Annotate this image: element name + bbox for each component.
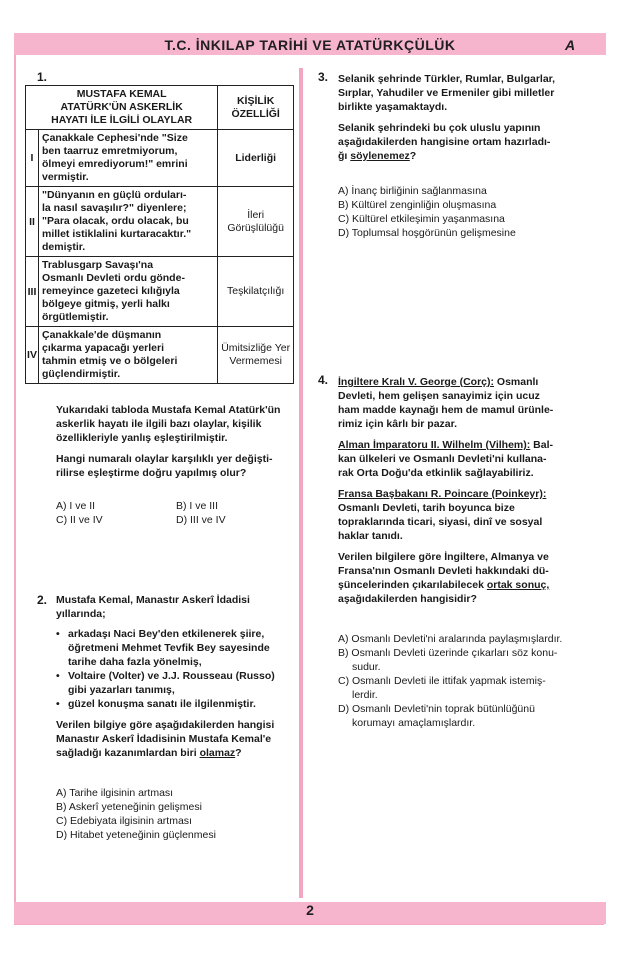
q2-bullets [56, 627, 296, 711]
q2-number: 2. [37, 593, 48, 607]
text-span: sağladığı kazanımlardan biri [56, 747, 197, 759]
text-line: Fransa'nın Osmanlı Devleti hakkındaki dü- [338, 565, 549, 577]
header-line: HAYATI İLE İLGİLİ OLAYLAR [51, 114, 193, 126]
cell-line: la nasıl savaşılır?" diyenlere; [42, 202, 187, 214]
text-line: aşağıdakilerden hangisine ortam hazırladı- [338, 136, 551, 148]
cell-line: remeyince gazeteci kılığıyla [42, 285, 180, 297]
event-cell [39, 327, 218, 384]
text-line [338, 375, 588, 389]
text-line: lerdir. [352, 689, 378, 701]
table-header-row [26, 86, 294, 130]
row-number: II [26, 187, 39, 257]
text-line: aşağıdakilerden hangisidir? [338, 593, 477, 605]
text-line: Verilen bilgiye göre aşağıdakilerden hangisi [56, 719, 275, 731]
header-line: ÖZELLİĞİ [231, 107, 280, 120]
negation-word: olamaz [199, 747, 236, 759]
cell-line: Liderliği [235, 151, 277, 164]
row-number: I [26, 130, 39, 187]
text-line [56, 746, 296, 760]
text-line: rak Orta Doğu'da etkinlik sağlayabiliriz. [338, 467, 534, 479]
event-cell [39, 257, 218, 327]
cell-line: vermiştir. [42, 171, 89, 183]
q1-number: 1. [37, 70, 48, 84]
text-span: şüncelerinden çıkarılabilecek [338, 579, 484, 591]
option-d[interactable] [338, 702, 588, 730]
option-b[interactable]: B) I ve III [176, 500, 219, 512]
text-line: B) Osmanlı Devleti üzerinde çıkarları söz konu- [338, 647, 558, 659]
option-b[interactable]: B) Askerî yeteneğinin gelişmesi [56, 801, 202, 813]
option-d[interactable]: D) Toplumsal hoşgörünün gelişmesine [338, 227, 516, 239]
cell-line: Ümitsizliğe Yer [221, 342, 291, 354]
table-row [26, 187, 294, 257]
text-line [338, 438, 588, 452]
cell-line: ben taarruz emretmiyorum, [42, 145, 178, 157]
text-line: topraklarında ticari, siyasi, dinî ve sosyal [338, 516, 543, 528]
text-line [338, 578, 588, 592]
cell-line: Çanakkale Cephesi'nde "Size [42, 132, 188, 144]
text-line: korumayı amaçlamışlardır. [352, 717, 476, 729]
speaker-name: İngiltere Kralı V. George (Corç): [338, 376, 494, 388]
page-number: 2 [306, 902, 314, 918]
option-a[interactable]: A) I ve II [56, 500, 96, 512]
column-divider [299, 68, 303, 898]
trait-cell [218, 130, 294, 187]
text-line: Selanik şehrindeki bu çok uluslu yapının [338, 122, 541, 134]
cell-line: Teşkilatçılığı [227, 285, 285, 297]
speaker-name: Fransa Başbakanı R. Poincare (Poinkeyr): [338, 488, 547, 500]
page-title: T.C. İNKILAP TARİHİ VE ATATÜRKÇÜLÜK [164, 37, 456, 53]
row-number: III [26, 257, 39, 327]
q4-number: 4. [318, 373, 329, 387]
q3-options [338, 184, 583, 240]
text-line: • Voltaire (Volter) ve J.J. Rousseau (Russo) [68, 670, 275, 682]
trait-cell [218, 257, 294, 327]
cell-line: Görüşlülüğü [227, 221, 284, 234]
speaker-name: Alman İmparatoru II. Wilhelm (Vilhem): [338, 439, 531, 451]
cell-line: Trablusgarp Savaşı'na [42, 259, 154, 271]
cell-line: bölgeye gitmiş, yerli halkı [42, 298, 170, 310]
option-a[interactable]: A) İnanç birliğinin sağlanmasına [338, 185, 487, 197]
text-line: yıllarında; [56, 608, 106, 620]
text-line: Devleti, hem gelişen sanayimiz için ucuz [338, 390, 540, 402]
text-line: gibi yazarları tanımış, [68, 684, 175, 696]
text-span: Osmanlı [493, 376, 539, 388]
text-line: D) Osmanlı Devleti'nin toprak bütünlüğünü [338, 703, 535, 715]
text-line: C) Osmanlı Devleti ile ittifak yapmak istemiş- [338, 675, 546, 687]
option-c[interactable]: C) Edebiyata ilgisinin artması [56, 815, 192, 827]
text-line: öğretmeni Mehmet Tevfik Bey sayesinde [68, 642, 270, 654]
text-line: Hangi numaralı olaylar karşılıklı yer değişti- [56, 453, 273, 465]
q1-stem [56, 403, 296, 480]
text-line: Sırplar, Yahudiler ve Ermeniler gibi milletler [338, 87, 555, 99]
option-b[interactable] [338, 646, 588, 674]
text-line: Yukarıdaki tabloda Mustafa Kemal Atatürk'ün [56, 404, 281, 416]
trait-cell [218, 187, 294, 257]
text-line: ham madde kaynağı hem de mamul ürünle- [338, 404, 554, 416]
q2-options [56, 786, 296, 842]
cell-line: İleri [247, 208, 265, 221]
cell-line: millet istiklalini kurtaracaktır." [42, 228, 192, 240]
q4-body [338, 375, 588, 606]
trait-column-header [218, 86, 294, 130]
text-line: A) Osmanlı Devleti'ni aralarında paylaşmışlardır. [338, 633, 563, 645]
text-line: • güzel konuşma sanatı ile ilgilenmiştir. [68, 698, 256, 710]
text-line: Osmanlı Devleti, tarih boyunca bize [338, 502, 515, 514]
text-span: ğı [338, 150, 348, 162]
list-item [56, 697, 296, 711]
header-line: ATATÜRK'ÜN ASKERLİK [60, 101, 183, 113]
row-number: IV [26, 327, 39, 384]
option-a[interactable]: A) Tarihe ilgisinin artması [56, 787, 174, 799]
list-item [56, 669, 296, 697]
text-line: özellikleriyle yanlış eşleştirilmiştir. [56, 432, 228, 444]
text-span: Bal- [530, 439, 554, 451]
cell-line: "Para olacak, ordu olacak, bu [42, 215, 189, 227]
q4-options [338, 632, 588, 730]
cell-line: örgütlemiştir. [42, 311, 109, 323]
text-line: kan ülkeleri ve Osmanlı Devleti'ni kullana- [338, 453, 547, 465]
text-span: ? [235, 747, 242, 759]
text-span: ? [409, 150, 417, 162]
cell-line: çıkarma yapacağı yerleri [42, 342, 165, 354]
header-line: KİŞİLİK [236, 94, 275, 107]
text-line: birlikte yaşamaktaydı. [338, 101, 448, 113]
option-b[interactable]: B) Kültürel zenginliğin oluşmasına [338, 199, 497, 211]
cell-line: tahmin etmiş ve o bölgeleri [42, 355, 178, 367]
option-c[interactable]: C) Kültürel etkileşimin yaşanmasına [338, 213, 505, 225]
cell-line: Osmanlı Devleti ordu gönde- [42, 272, 185, 284]
cell-line: Vermemesi [229, 355, 282, 367]
event-cell [39, 130, 218, 187]
q3-body [338, 72, 583, 163]
option-c[interactable]: C) II ve IV [56, 514, 103, 526]
text-line [338, 149, 583, 163]
cell-line: ölmeyi emrediyorum!" emrini [42, 158, 188, 170]
cell-line: güçlendirmiştir. [42, 368, 121, 380]
cell-line: demiştir. [42, 241, 86, 253]
key-phrase: ortak sonuç, [486, 579, 550, 591]
header-line: MUSTAFA KEMAL [76, 88, 167, 100]
cell-line: "Dünyanın en güçlü orduları- [42, 189, 187, 201]
trait-cell [218, 327, 294, 384]
text-line: Manastır Askerî İdadisinin Mustafa Kemal'e [56, 733, 272, 745]
text-line: haklar tanıdı. [338, 530, 403, 542]
list-item [56, 627, 296, 669]
q1-options [56, 499, 296, 527]
text-line: rilirse eşleştirme doğru yapılmış olur? [56, 467, 247, 479]
table-row [26, 130, 294, 187]
text-line: rimiz için kârlı bir pazar. [338, 418, 458, 430]
cell-line: Çanakkale'de düşmanın [42, 329, 162, 341]
q2-body [56, 593, 296, 760]
option-c[interactable] [338, 674, 588, 702]
text-line: tarihe daha fazla yönelmiş, [68, 656, 202, 668]
text-line: Selanik şehrinde Türkler, Rumlar, Bulgarlar, [338, 73, 556, 85]
option-d[interactable]: D) III ve IV [176, 514, 226, 526]
option-a[interactable] [338, 632, 588, 646]
text-line: sudur. [352, 661, 381, 673]
event-cell [39, 187, 218, 257]
q1-table [25, 85, 294, 384]
text-line: askerlik hayatı ile ilgili bazı olaylar, kişilik [56, 418, 262, 430]
table-row [26, 257, 294, 327]
negation-word: söylenemez [350, 150, 410, 162]
table-row [26, 327, 294, 384]
text-line: Verilen bilgilere göre İngiltere, Almanya ve [338, 551, 549, 563]
text-line [338, 487, 588, 501]
booklet-letter: A [565, 37, 576, 53]
text-line: • arkadaşı Naci Bey'den etkilenerek şiire, [68, 628, 265, 640]
event-column-header [26, 86, 218, 130]
option-d[interactable]: D) Hitabet yeteneğinin güçlenmesi [56, 829, 216, 841]
q3-number: 3. [318, 70, 329, 84]
text-line: Mustafa Kemal, Manastır Askerî İdadisi [56, 594, 250, 606]
